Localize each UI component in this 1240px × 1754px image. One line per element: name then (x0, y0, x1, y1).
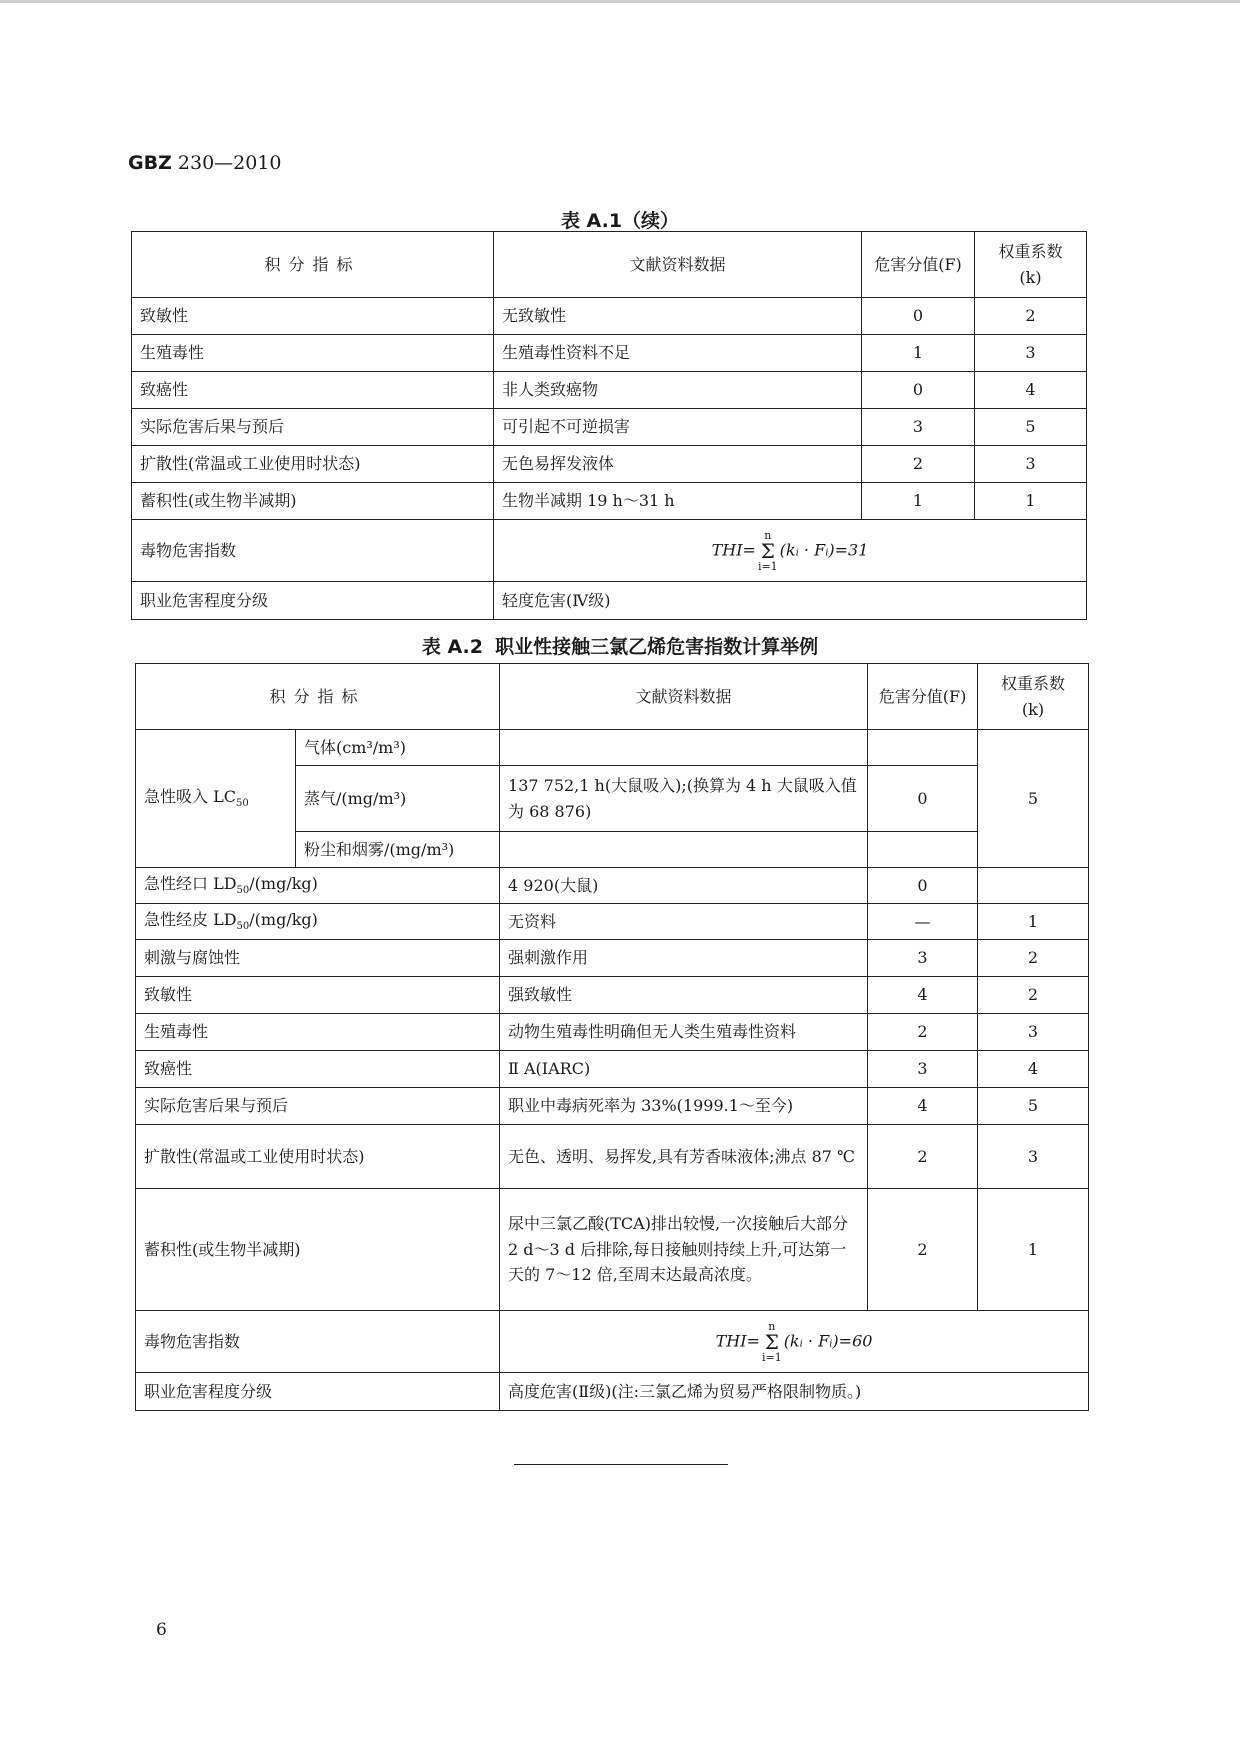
dermal-score: — (868, 904, 978, 940)
row-weight: 4 (978, 1051, 1089, 1088)
row-score: 2 (868, 1189, 978, 1311)
oral-score: 0 (868, 868, 978, 904)
table1 (131, 231, 1087, 620)
thi-formula: THI=n Σ i=1(kᵢ · Fᵢ)=31 (494, 520, 1087, 582)
grade-label: 职业危害程度分级 (132, 582, 494, 620)
grade-label: 职业危害程度分级 (136, 1373, 500, 1411)
table-row (132, 409, 1087, 446)
row-score: 4 (868, 977, 978, 1014)
row-indicator: 致敏性 (132, 298, 494, 335)
table-row (132, 298, 1087, 335)
row-indicator: 扩散性(常温或工业使用时状态) (132, 446, 494, 483)
row-score: 1 (862, 483, 975, 520)
table-row (132, 372, 1087, 409)
table-row (136, 1125, 1089, 1189)
oral-ld50-row (136, 868, 1089, 904)
table-row (136, 1189, 1089, 1311)
row-weight: 3 (978, 1014, 1089, 1051)
row-weight: 4 (975, 372, 1087, 409)
dermal-label: 急性经皮 $LD_{50}/(mg/kg)$ (136, 904, 500, 940)
lc50-score: 0 (868, 766, 978, 832)
row-literature: 非人类致癌物 (494, 372, 862, 409)
table-row (136, 977, 1089, 1014)
table2-caption: 表 A.2 职业性接触三氯乙烯危害指数计算举例 (421, 636, 819, 658)
row-weight: 2 (978, 977, 1089, 1014)
oral-weight (978, 868, 1089, 904)
thi-label: 毒物危害指数 (136, 1311, 500, 1373)
row-literature: 生殖毒性资料不足 (494, 335, 862, 372)
row-score: 3 (868, 940, 978, 977)
table-row (136, 1014, 1089, 1051)
row-literature: 职业中毒病死率为 33%(1999.1～至今) (500, 1088, 868, 1125)
row-literature: 可引起不可逆损害 (494, 409, 862, 446)
row-literature: 无色、透明、易挥发,具有芳香味液体;沸点 87 ℃ (500, 1125, 868, 1189)
row-literature: 无色易挥发液体 (494, 446, 862, 483)
standard-code: GBZ 230—2010 (128, 152, 282, 174)
sigma-symbol: n Σ i=1 (757, 528, 778, 573)
row-indicator: 致癌性 (132, 372, 494, 409)
table1-header-indicator: 积分指标 (132, 232, 494, 298)
table2 (135, 663, 1089, 1411)
row-indicator: 实际危害后果与预后 (132, 409, 494, 446)
lc50-weight: 5 (978, 730, 1089, 868)
table1-caption: 表 A.1（续） (560, 210, 680, 232)
row-indicator: 扩散性(常温或工业使用时状态) (136, 1125, 500, 1189)
row-indicator: 致癌性 (136, 1051, 500, 1088)
row-weight: 1 (975, 483, 1087, 520)
row-weight: 5 (978, 1088, 1089, 1125)
lc50-dust-data (500, 832, 868, 868)
thi-row (136, 1311, 1089, 1373)
row-weight: 2 (978, 940, 1089, 977)
row-score: 3 (862, 409, 975, 446)
row-score: 1 (862, 335, 975, 372)
table2-header-literature: 文献资料数据 (500, 664, 868, 730)
row-weight: 2 (975, 298, 1087, 335)
table-row (136, 1088, 1089, 1125)
table2-header-indicator: 积分指标 (136, 664, 500, 730)
row-score: 2 (862, 446, 975, 483)
row-indicator: 刺激与腐蚀性 (136, 940, 500, 977)
thi-formula: THI=n Σ i=1(kᵢ · Fᵢ)=60 (500, 1311, 1089, 1373)
row-literature: 动物生殖毒性明确但无人类生殖毒性资料 (500, 1014, 868, 1051)
table1-header-literature: 文献资料数据 (494, 232, 862, 298)
table1-header-weight: 权重系数 (k) (975, 232, 1087, 298)
row-indicator: 生殖毒性 (132, 335, 494, 372)
lc50-dust: 粉尘和烟雾/(mg/m³) (296, 832, 500, 868)
grade-value: 高度危害(Ⅱ级)(注:三氯乙烯为贸易严格限制物质。) (500, 1373, 1089, 1411)
table-row (132, 446, 1087, 483)
row-indicator: 生殖毒性 (136, 1014, 500, 1051)
dermal-literature: 无资料 (500, 904, 868, 940)
row-literature: 生物半减期 19 h～31 h (494, 483, 862, 520)
table1-header-score: 危害分值(F) (862, 232, 975, 298)
row-weight: 3 (975, 446, 1087, 483)
oral-label: 急性经口 $LD_{50}/(mg/kg)$ (136, 868, 500, 904)
lc50-vapor: 蒸气/(mg/m³) (296, 766, 500, 832)
row-indicator: 蓄积性(或生物半减期) (136, 1189, 500, 1311)
row-literature: 强致敏性 (500, 977, 868, 1014)
row-literature: 无致敏性 (494, 298, 862, 335)
oral-literature: 4 920(大鼠) (500, 868, 868, 904)
row-literature: Ⅱ A(IARC) (500, 1051, 868, 1088)
row-score: 2 (868, 1014, 978, 1051)
dermal-ld50-row (136, 904, 1089, 940)
page-number: 6 (156, 1620, 167, 1640)
table-row (136, 940, 1089, 977)
row-score: 0 (862, 298, 975, 335)
row-weight: 3 (978, 1125, 1089, 1189)
end-rule (514, 1464, 728, 1465)
table-row (136, 1051, 1089, 1088)
lc50-label: 急性吸入 $LC_{50}$ (136, 730, 296, 868)
row-indicator: 实际危害后果与预后 (136, 1088, 500, 1125)
sigma-symbol: n Σ i=1 (761, 1319, 782, 1364)
table2-header-score: 危害分值(F) (868, 664, 978, 730)
lc50-gas: 气体(cm³/m³) (296, 730, 500, 766)
grade-row (132, 582, 1087, 620)
row-weight: 5 (975, 409, 1087, 446)
grade-row (136, 1373, 1089, 1411)
row-score: 0 (862, 372, 975, 409)
lc50-gas-data (500, 730, 868, 766)
row-literature: 尿中三氯乙酸(TCA)排出较慢,一次接触后大部分 2 d～3 d 后排除,每日接触则持续上升,可达第一天的 7～12 倍,至周末达最高浓度。 (500, 1189, 868, 1311)
thi-row (132, 520, 1087, 582)
lc50-gas-row (136, 730, 1089, 766)
table-row (132, 483, 1087, 520)
row-score: 2 (868, 1125, 978, 1189)
lc50-dust-score (868, 832, 978, 868)
grade-value: 轻度危害(Ⅳ级) (494, 582, 1087, 620)
row-indicator: 致敏性 (136, 977, 500, 1014)
top-rule (0, 0, 1240, 3)
lc50-gas-score (868, 730, 978, 766)
thi-label: 毒物危害指数 (132, 520, 494, 582)
row-indicator: 蓄积性(或生物半减期) (132, 483, 494, 520)
row-weight: 1 (978, 1189, 1089, 1311)
dermal-weight: 1 (978, 904, 1089, 940)
table-row (132, 335, 1087, 372)
row-weight: 3 (975, 335, 1087, 372)
row-score: 3 (868, 1051, 978, 1088)
row-literature: 强刺激作用 (500, 940, 868, 977)
lc50-vapor-data: 137 752,1 h(大鼠吸入);(换算为 4 h 大鼠吸入值为 68 876) (500, 766, 868, 832)
table2-header-weight: 权重系数 (k) (978, 664, 1089, 730)
row-score: 4 (868, 1088, 978, 1125)
